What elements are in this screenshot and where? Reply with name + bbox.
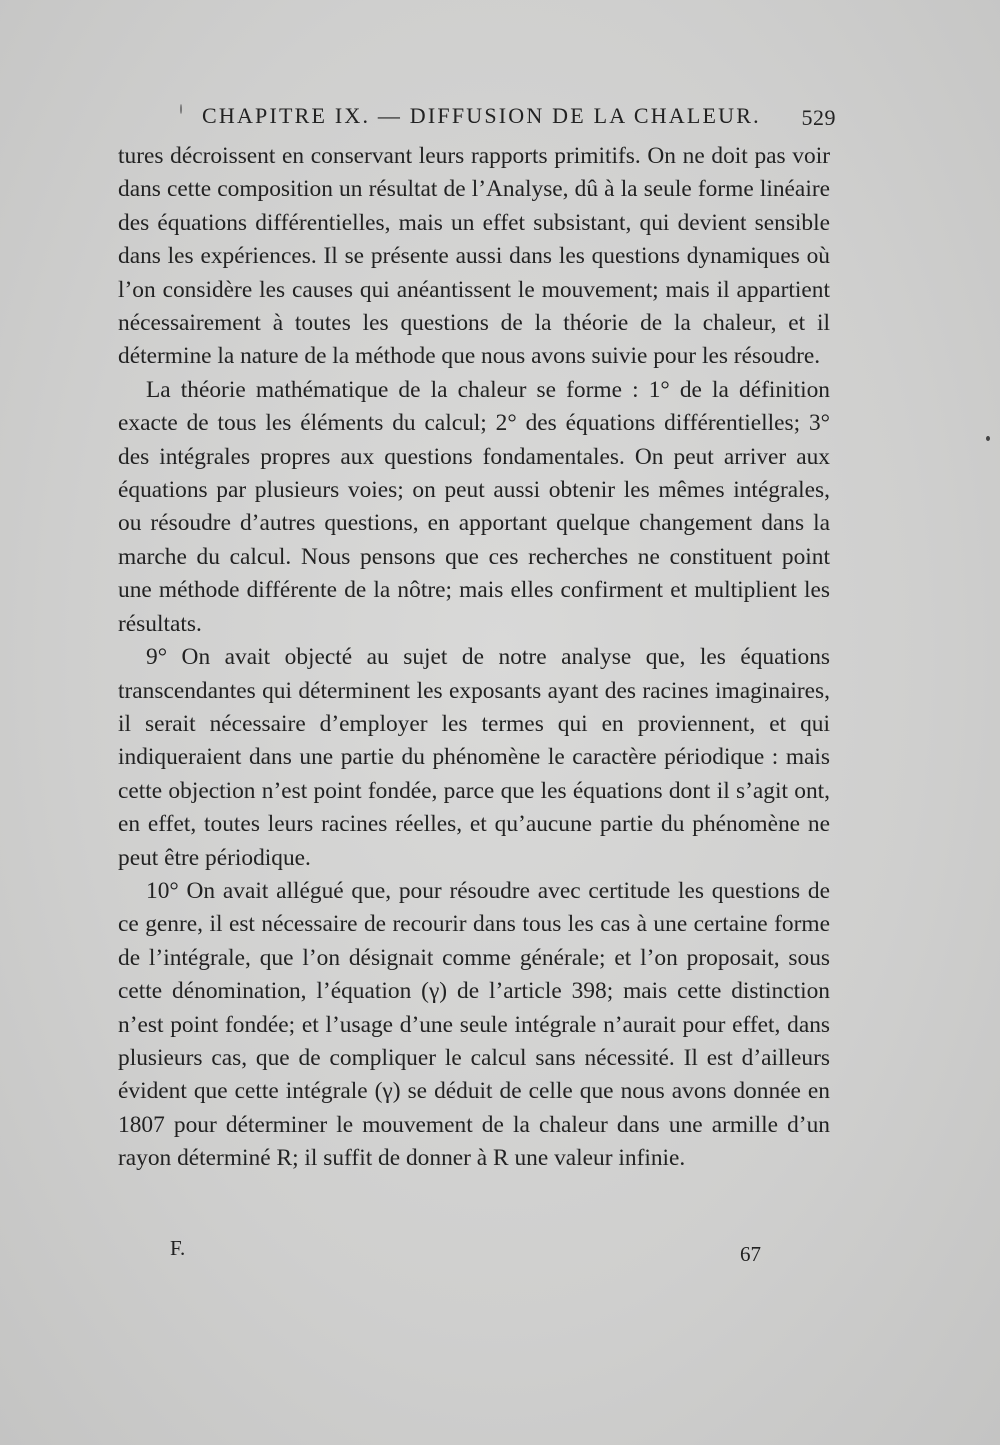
paragraph-objection-9: 9° On avait objecté au sujet de notre analyse que, les équations transcendantes qui déterminent les exposants ayant des racines imaginaires, il serait nécessaire d’employer les termes qui en proviennent, et qui indiqueraient dans une partie du phénomène le caractère périodique : mais cette objection n’est point fondée, parce que les équations dont il s’agit ont, en effet, toutes leurs racines réelles, et qu’aucune partie du phénomène ne peut être périodique. — [118, 644, 830, 871]
page-footer — [170, 1234, 770, 1268]
signature-mark: F. — [170, 1236, 186, 1260]
paper-speck — [986, 436, 990, 441]
body-text — [118, 140, 830, 1230]
sheet-number: 67 — [740, 1242, 761, 1266]
paragraph-continuation: tures décroissent en conservant leurs rapports primitifs. On ne doit pas voir dans cette composition un résultat de l’Analyse, dû à la seule forme linéaire des équations différentielles, mais un effet subsistant, qui devient sensible dans les expériences. Il se présente aussi dans les questions dynamiques où l’on considère les causes qui anéantissent le mouvement; mais il appartient nécessairement à toutes les questions de la théorie de la chaleur, et il détermine la nature de la méthode que nous avons suivie pour les résoudre. — [118, 143, 830, 370]
paragraph-objection-10: 10° On avait allégué que, pour résoudre avec certitude les questions de ce genre, il est nécessaire de recourir dans tous les cas à une certaine forme de l’intégrale, que l’on désignait comme générale; et l’on proposait, sous cette dénomination, l’équation (γ) de l’article 398; mais cette distinction n’est point fondée; et l’usage d’une seule intégrale n’aurait pour effet, dans plusieurs cas, que de compliquer le calcul sans nécessité. Il est d’ailleurs évident que cette intégrale (γ) se déduit de celle que nous avons donnée en 1807 pour déterminer le mouvement de la chaleur dans une armille d’un rayon déterminé R; il suffit de donner à R une valeur infinie. — [118, 877, 830, 1172]
running-title: CHAPITRE IX. — DIFFUSION DE LA CHALEUR. — [202, 103, 761, 128]
paragraph-mathematical-theory: La théorie mathématique de la chaleur se forme : 1° de la définition exacte de tous les éléments du calcul; 2° des équations différentielles; 3° des intégrales propres aux questions fondamentales. On peut arriver aux équations par plusieurs voies; on peut aussi obtenir les mêmes intégrales, ou résoudre d’autres questions, en apportant quelque changement dans la marche du calcul. Nous pensons que ces recherches ne constituent point une méthode différente de la nôtre; mais elles confirment et multiplient les résultats. — [118, 376, 830, 637]
running-header — [202, 103, 842, 137]
page-number: 529 — [801, 105, 836, 130]
paper-speck — [180, 104, 182, 114]
